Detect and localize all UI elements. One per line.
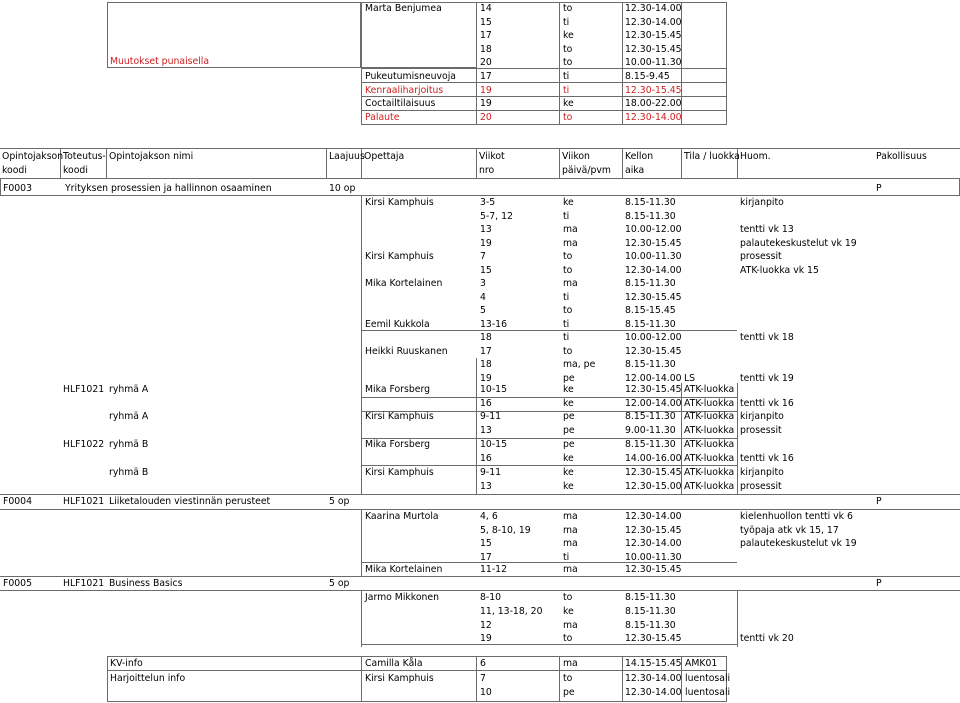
day: ma — [563, 538, 578, 549]
room: ATK-luokka — [684, 425, 735, 436]
event-name: Pukeutumisneuvoja — [365, 71, 456, 82]
day: ti — [563, 319, 570, 330]
time: 8.15-11.30 — [625, 211, 676, 222]
time: 12.00-14.00 — [625, 398, 682, 409]
header-time-1: Kellon — [625, 151, 654, 162]
info-day: ma — [563, 658, 578, 669]
time: 12.00-14.00 — [625, 373, 682, 384]
time: 8.15-11.30 — [625, 620, 676, 631]
day: pe — [563, 425, 575, 436]
week: 5-7, 12 — [480, 211, 513, 222]
time: 12.30-14.00 — [625, 265, 682, 276]
note: prosessit — [740, 425, 782, 436]
section-name: Yrityksen prosessien ja hallinnon osaaminen — [65, 183, 272, 194]
day: ke — [563, 197, 574, 208]
header-scope: Laajuus — [329, 151, 365, 162]
room: ATK-luokka — [684, 481, 735, 492]
week: 9-11 — [480, 411, 502, 422]
day: to — [563, 251, 573, 262]
week: 13 — [480, 425, 492, 436]
day: ma, pe — [563, 359, 596, 370]
info-room: luentosali — [685, 673, 731, 684]
day: ti — [563, 332, 570, 343]
time: 12.30-15.45 — [625, 633, 682, 644]
event-time: 12.30-15.45 — [625, 85, 682, 96]
room: ATK-luokka — [684, 453, 735, 464]
section-required: P — [876, 578, 882, 589]
header-weeks-2: nro — [479, 165, 495, 176]
note: kirjanpito — [740, 467, 784, 478]
time: 8.15-15.45 — [625, 305, 676, 316]
info-day: to — [563, 673, 573, 684]
note: palautekeskustelut vk 19 — [740, 238, 857, 249]
section-scope: 5 op — [329, 496, 350, 507]
teacher: Jarmo Mikkonen — [365, 592, 440, 603]
week: 9-11 — [480, 467, 502, 478]
day: ma — [563, 525, 578, 536]
event-week: 17 — [480, 71, 492, 82]
header-name: Opintojakson nimi — [109, 151, 194, 162]
section-scope: 5 op — [329, 578, 350, 589]
week: 7 — [480, 251, 486, 262]
week: 13-16 — [480, 319, 508, 330]
group: ryhmä B — [109, 467, 149, 478]
week: 16 — [480, 398, 492, 409]
section-name: Business Basics — [109, 578, 183, 589]
header-teacher: Opettaja — [364, 151, 405, 162]
event-day: ke — [563, 98, 574, 109]
note: tentti vk 16 — [740, 453, 794, 464]
note: kielenhuollon tentti vk 6 — [740, 511, 853, 522]
info-time: 14.15-15.45 — [625, 658, 682, 669]
teacher: Kirsi Kamphuis — [365, 251, 434, 262]
week: 12 — [480, 620, 492, 631]
event-day: to — [563, 112, 573, 123]
note: tentti vk 18 — [740, 332, 794, 343]
note: ATK-luokka vk 15 — [740, 265, 819, 276]
room: ATK-luokka — [684, 384, 735, 395]
time: 12.30-15.45 — [625, 292, 682, 303]
section-code: F0005 — [3, 578, 33, 589]
event-week: 15 — [480, 17, 492, 28]
day: ma — [563, 620, 578, 631]
day: ke — [563, 384, 574, 395]
header-code-2: koodi — [2, 165, 27, 176]
week: 15 — [480, 265, 492, 276]
week: 19 — [480, 373, 492, 384]
event-week: 18 — [480, 44, 492, 55]
teacher: Heikki Ruuskanen — [365, 346, 448, 357]
day: ti — [563, 211, 570, 222]
week: 19 — [480, 238, 492, 249]
week: 5 — [480, 305, 486, 316]
header-weeks-1: Viikot — [479, 151, 505, 162]
week: 10-15 — [480, 384, 508, 395]
note: palautekeskustelut vk 19 — [740, 538, 857, 549]
info-teacher: Kirsi Kamphuis — [365, 673, 434, 684]
section-name: Liiketalouden viestinnän perusteet — [109, 496, 271, 507]
time: 8.15-11.30 — [625, 278, 676, 289]
time: 8.15-11.30 — [625, 197, 676, 208]
note: prosessit — [740, 251, 782, 262]
time: 12.30-15.45 — [625, 564, 682, 575]
event-week: 20 — [480, 57, 492, 68]
week: 18 — [480, 359, 492, 370]
week: 18 — [480, 332, 492, 343]
time: 12.30-15.45 — [625, 384, 682, 395]
info-label: KV-info — [110, 658, 143, 669]
event-name: Palaute — [365, 112, 400, 123]
info-week: 6 — [480, 658, 486, 669]
event-day: to — [563, 3, 573, 14]
day: ke — [563, 467, 574, 478]
time: 12.30-14.00 — [625, 538, 682, 549]
week: 13 — [480, 224, 492, 235]
section-impl: HLF1021 — [63, 578, 105, 589]
group: ryhmä A — [109, 384, 149, 395]
room: ATK-luokka — [684, 411, 735, 422]
week: 17 — [480, 552, 492, 563]
header-room: Tila / luokka — [684, 151, 740, 162]
day: ma — [563, 564, 578, 575]
teacher: Mika Kortelainen — [365, 564, 443, 575]
event-day: ti — [563, 17, 570, 28]
event-day: ke — [563, 30, 574, 41]
time: 10.00-12.00 — [625, 224, 682, 235]
event-week: 14 — [480, 3, 492, 14]
header-day-2: päivä/pvm — [562, 165, 611, 176]
header-notes: Huom. — [740, 151, 771, 162]
time: 14.00-16.00 — [625, 453, 682, 464]
time: 8.15-11.30 — [625, 359, 676, 370]
day: to — [563, 346, 573, 357]
day: ti — [563, 292, 570, 303]
event-time: 12.30-14.00 — [625, 3, 682, 14]
day: ke — [563, 481, 574, 492]
time: 9.00-11.30 — [625, 425, 676, 436]
day: pe — [563, 439, 575, 450]
teacher: Mika Kortelainen — [365, 278, 443, 289]
week: 5, 8-10, 19 — [480, 525, 531, 536]
event-time: 12.30-14.00 — [625, 112, 682, 123]
time: 10.00-11.30 — [625, 552, 682, 563]
time: 12.30-15.45 — [625, 346, 682, 357]
group: ryhmä B — [109, 439, 149, 450]
time: 12.30-15.45 — [625, 238, 682, 249]
event-week: 19 — [480, 85, 492, 96]
week: 8-10 — [480, 592, 502, 603]
day: ke — [563, 398, 574, 409]
event-day: to — [563, 57, 573, 68]
section-required: P — [876, 183, 882, 194]
week: 4, 6 — [480, 511, 498, 522]
time: 12.30-15.45 — [625, 525, 682, 536]
note: kirjanpito — [740, 197, 784, 208]
event-day: ti — [563, 85, 570, 96]
time: 12.30-15.45 — [625, 467, 682, 478]
event-day: to — [563, 44, 573, 55]
day: to — [563, 592, 573, 603]
time: 8.15-11.30 — [625, 606, 676, 617]
event-name: Marta Benjumea — [365, 3, 442, 14]
day: to — [563, 305, 573, 316]
teacher: Kirsi Kamphuis — [365, 411, 434, 422]
time: 10.00-12.00 — [625, 332, 682, 343]
section-impl: HLF1021 — [63, 496, 105, 507]
day: to — [563, 265, 573, 276]
event-time: 12.30-14.00 — [625, 17, 682, 28]
time: 8.15-11.30 — [625, 592, 676, 603]
room: ATK-luokka — [684, 439, 735, 450]
info-teacher: Camilla Kåla — [365, 658, 423, 669]
note: kirjanpito — [740, 411, 784, 422]
note: tentti vk 16 — [740, 398, 794, 409]
info-day: pe — [563, 687, 575, 698]
header-impl-2: koodi — [63, 165, 88, 176]
info-week: 7 — [480, 673, 486, 684]
header-required: Pakollisuus — [876, 151, 927, 162]
room: ATK-luokka — [684, 398, 735, 409]
day: to — [563, 633, 573, 644]
day: pe — [563, 373, 575, 384]
time: 8.15-11.30 — [625, 411, 676, 422]
section-scope: 10 op — [329, 183, 356, 194]
note: tentti vk 13 — [740, 224, 794, 235]
day: ke — [563, 606, 574, 617]
event-week: 19 — [480, 98, 492, 109]
teacher: Mika Forsberg — [365, 439, 431, 450]
header-impl-1: Toteutus- — [63, 151, 106, 162]
day: ti — [563, 552, 570, 563]
info-week: 10 — [480, 687, 492, 698]
week: 4 — [480, 292, 486, 303]
day: ma — [563, 511, 578, 522]
event-day: ti — [563, 71, 570, 82]
note: tentti vk 19 — [740, 373, 794, 384]
time: 8.15-11.30 — [625, 439, 676, 450]
section-required: P — [876, 496, 882, 507]
week: 10-15 — [480, 439, 508, 450]
event-name: Coctailtilaisuus — [365, 98, 436, 109]
event-time: 10.00-11.30 — [625, 57, 682, 68]
note: tentti vk 20 — [740, 633, 794, 644]
section-code: F0003 — [3, 183, 33, 194]
info-room: AMK01 — [685, 658, 718, 669]
teacher: Kirsi Kamphuis — [365, 467, 434, 478]
time: 12.30-15.00 — [625, 481, 682, 492]
note: prosessit — [740, 481, 782, 492]
header-code-1: Opintojakson — [2, 151, 64, 162]
day: ma — [563, 238, 578, 249]
info-time: 12.30-14.00 — [625, 673, 682, 684]
note: työpaja atk vk 15, 17 — [740, 525, 839, 536]
impl-code: HLF1021 — [63, 384, 105, 395]
info-room: luentosali — [685, 687, 731, 698]
week: 15 — [480, 538, 492, 549]
teacher: Kirsi Kamphuis — [365, 197, 434, 208]
header-time-2: aika — [625, 165, 645, 176]
time: 8.15-11.30 — [625, 319, 676, 330]
teacher: Mika Forsberg — [365, 384, 431, 395]
section-code: F0004 — [3, 496, 33, 507]
event-time: 18.00-22.00 — [625, 98, 682, 109]
week: 3 — [480, 278, 486, 289]
week: 17 — [480, 346, 492, 357]
info-label: Harjoittelun info — [110, 673, 186, 684]
event-name: Kenraaliharjoitus — [365, 85, 444, 96]
impl-code: HLF1022 — [63, 439, 105, 450]
group: ryhmä A — [109, 411, 149, 422]
week: 11-12 — [480, 564, 508, 575]
header-day-1: Viikon — [562, 151, 590, 162]
event-week: 20 — [480, 112, 492, 123]
info-time: 12.30-14.00 — [625, 687, 682, 698]
time: 10.00-11.30 — [625, 251, 682, 262]
teacher: Eemil Kukkola — [365, 319, 430, 330]
week: 16 — [480, 453, 492, 464]
week: 13 — [480, 481, 492, 492]
day: ke — [563, 453, 574, 464]
room: ATK-luokka — [684, 467, 735, 478]
room: LS — [684, 373, 696, 384]
event-time: 12.30-15.45 — [625, 44, 682, 55]
week: 3-5 — [480, 197, 496, 208]
day: ma — [563, 224, 578, 235]
event-time: 12.30-15.45 — [625, 30, 682, 41]
changes-note: Muutokset punaisella — [110, 56, 210, 67]
week: 19 — [480, 633, 492, 644]
teacher: Kaarina Murtola — [365, 511, 439, 522]
day: pe — [563, 411, 575, 422]
time: 12.30-14.00 — [625, 511, 682, 522]
event-time: 8.15-9.45 — [625, 71, 670, 82]
day: ma — [563, 278, 578, 289]
event-week: 17 — [480, 30, 492, 41]
week: 11, 13-18, 20 — [480, 606, 543, 617]
